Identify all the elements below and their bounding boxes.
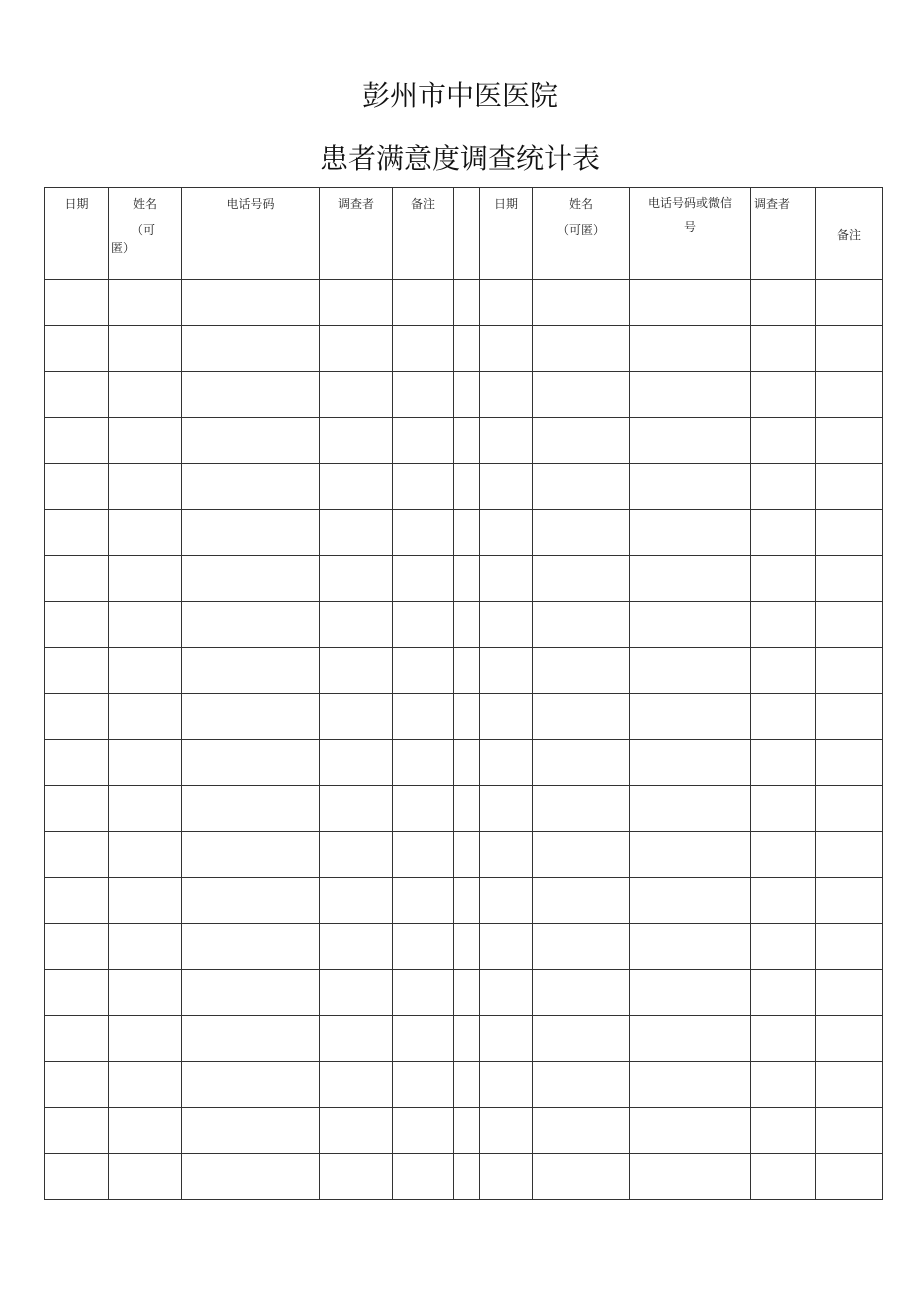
right-surveyor-cell[interactable] bbox=[751, 1108, 816, 1154]
left-phone-cell[interactable] bbox=[182, 970, 320, 1016]
table-gap bbox=[454, 1062, 480, 1108]
right-phone-cell[interactable] bbox=[630, 694, 751, 740]
right-date-cell[interactable] bbox=[480, 326, 533, 372]
right-surveyor-cell[interactable] bbox=[751, 464, 816, 510]
left-surveyor-cell[interactable] bbox=[320, 1016, 393, 1062]
right-name-cell[interactable] bbox=[533, 786, 630, 832]
left-phone-cell[interactable] bbox=[182, 372, 320, 418]
left-name-cell[interactable] bbox=[109, 1016, 182, 1062]
left-surveyor-cell[interactable] bbox=[320, 970, 393, 1016]
table-row bbox=[45, 326, 883, 372]
left-date-cell[interactable] bbox=[45, 924, 109, 970]
left-name-cell[interactable] bbox=[109, 1154, 182, 1200]
right-name-cell[interactable] bbox=[533, 740, 630, 786]
table-gap bbox=[454, 418, 480, 464]
right-name-cell[interactable] bbox=[533, 280, 630, 326]
right-phone-cell[interactable] bbox=[630, 786, 751, 832]
left-date-cell[interactable] bbox=[45, 464, 109, 510]
table-gap bbox=[454, 280, 480, 326]
left-phone-cell[interactable] bbox=[182, 1154, 320, 1200]
left-date-cell[interactable] bbox=[45, 556, 109, 602]
left-date-cell[interactable] bbox=[45, 372, 109, 418]
right-date-cell[interactable] bbox=[480, 1062, 533, 1108]
table-row bbox=[45, 832, 883, 878]
left-name-cell[interactable] bbox=[109, 372, 182, 418]
table-gap bbox=[454, 1108, 480, 1154]
right-name-header bbox=[533, 188, 630, 280]
right-date-cell[interactable] bbox=[480, 1016, 533, 1062]
right-date-cell[interactable] bbox=[480, 832, 533, 878]
right-phone-cell[interactable] bbox=[630, 740, 751, 786]
left-remark-cell[interactable] bbox=[393, 970, 454, 1016]
right-phone-cell[interactable] bbox=[630, 1108, 751, 1154]
right-surveyor-cell[interactable] bbox=[751, 372, 816, 418]
right-name-cell[interactable] bbox=[533, 694, 630, 740]
right-surveyor-cell[interactable] bbox=[751, 878, 816, 924]
right-remark-cell[interactable] bbox=[816, 1016, 883, 1062]
right-surveyor-cell[interactable] bbox=[751, 602, 816, 648]
left-name-cell[interactable] bbox=[109, 694, 182, 740]
right-remark-cell[interactable] bbox=[816, 602, 883, 648]
right-remark-cell[interactable] bbox=[816, 1108, 883, 1154]
right-surveyor-cell[interactable] bbox=[751, 1016, 816, 1062]
right-surveyor-cell[interactable] bbox=[751, 648, 816, 694]
table-row bbox=[45, 372, 883, 418]
right-date-cell[interactable] bbox=[480, 924, 533, 970]
table-gap bbox=[454, 924, 480, 970]
right-phone-cell[interactable] bbox=[630, 372, 751, 418]
form-title: 患者满意度调查统计表 bbox=[319, 142, 600, 175]
left-remark-cell[interactable] bbox=[393, 464, 454, 510]
left-surveyor-cell[interactable] bbox=[320, 878, 393, 924]
right-surveyor-header bbox=[751, 188, 816, 280]
left-remark-cell[interactable] bbox=[393, 1154, 454, 1200]
left-phone-cell[interactable] bbox=[182, 510, 320, 556]
right-surveyor-cell[interactable] bbox=[751, 740, 816, 786]
right-name-cell[interactable] bbox=[533, 1016, 630, 1062]
left-phone-cell[interactable] bbox=[182, 418, 320, 464]
right-name-cell[interactable] bbox=[533, 1108, 630, 1154]
left-date-cell[interactable] bbox=[45, 280, 109, 326]
left-remark-cell[interactable] bbox=[393, 510, 454, 556]
left-surveyor-cell[interactable] bbox=[320, 556, 393, 602]
right-phone-cell[interactable] bbox=[630, 970, 751, 1016]
left-name-cell[interactable] bbox=[109, 418, 182, 464]
left-remark-cell[interactable] bbox=[393, 326, 454, 372]
left-surveyor-cell[interactable] bbox=[320, 924, 393, 970]
table-gap bbox=[454, 970, 480, 1016]
left-date-cell[interactable] bbox=[45, 1016, 109, 1062]
left-date-cell[interactable] bbox=[45, 786, 109, 832]
right-date-label: 日期 bbox=[493, 197, 518, 211]
left-surveyor-cell[interactable] bbox=[320, 372, 393, 418]
table-row bbox=[45, 970, 883, 1016]
right-phone-cell[interactable] bbox=[630, 1154, 751, 1200]
left-surveyor-cell[interactable] bbox=[320, 602, 393, 648]
left-remark-cell[interactable] bbox=[393, 602, 454, 648]
right-name-cell[interactable] bbox=[533, 326, 630, 372]
right-remark-cell[interactable] bbox=[816, 280, 883, 326]
right-remark-cell[interactable] bbox=[816, 510, 883, 556]
left-phone-cell[interactable] bbox=[182, 924, 320, 970]
right-date-cell[interactable] bbox=[480, 786, 533, 832]
right-phone-cell[interactable] bbox=[630, 418, 751, 464]
survey-table bbox=[44, 187, 883, 1200]
left-date-cell[interactable] bbox=[45, 418, 109, 464]
table-row bbox=[45, 740, 883, 786]
left-remark-cell[interactable] bbox=[393, 924, 454, 970]
left-name-cell[interactable] bbox=[109, 1062, 182, 1108]
left-date-cell[interactable] bbox=[45, 832, 109, 878]
right-remark-cell[interactable] bbox=[816, 418, 883, 464]
right-name-cell[interactable] bbox=[533, 602, 630, 648]
right-phone-cell[interactable] bbox=[630, 1062, 751, 1108]
right-phone-cell[interactable] bbox=[630, 924, 751, 970]
right-surveyor-cell[interactable] bbox=[751, 1062, 816, 1108]
left-surveyor-cell[interactable] bbox=[320, 740, 393, 786]
right-surveyor-cell[interactable] bbox=[751, 326, 816, 372]
table-gap bbox=[454, 832, 480, 878]
right-phone-line2: 号 bbox=[683, 220, 696, 234]
table-row bbox=[45, 510, 883, 556]
table-gap bbox=[454, 602, 480, 648]
left-phone-cell[interactable] bbox=[182, 878, 320, 924]
left-remark-cell[interactable] bbox=[393, 740, 454, 786]
right-name-cell[interactable] bbox=[533, 556, 630, 602]
left-phone-cell[interactable] bbox=[182, 832, 320, 878]
table-row bbox=[45, 1062, 883, 1108]
right-phone-cell[interactable] bbox=[630, 878, 751, 924]
right-phone-cell[interactable] bbox=[630, 280, 751, 326]
table-gap bbox=[454, 556, 480, 602]
left-name-cell[interactable] bbox=[109, 648, 182, 694]
right-name-cell[interactable] bbox=[533, 924, 630, 970]
left-name-cell[interactable] bbox=[109, 326, 182, 372]
right-phone-cell[interactable] bbox=[630, 648, 751, 694]
right-remark-cell[interactable] bbox=[816, 924, 883, 970]
right-name-cell[interactable] bbox=[533, 970, 630, 1016]
left-surveyor-cell[interactable] bbox=[320, 464, 393, 510]
left-phone-cell[interactable] bbox=[182, 556, 320, 602]
left-name-cell[interactable] bbox=[109, 740, 182, 786]
table-row bbox=[45, 878, 883, 924]
table-row bbox=[45, 1016, 883, 1062]
right-surveyor-cell[interactable] bbox=[751, 556, 816, 602]
table-row bbox=[45, 464, 883, 510]
right-remark-header bbox=[816, 188, 883, 280]
right-name-label bbox=[533, 188, 629, 243]
table-gap bbox=[454, 1016, 480, 1062]
table-gap bbox=[454, 648, 480, 694]
left-surveyor-cell[interactable] bbox=[320, 418, 393, 464]
left-phone-cell[interactable] bbox=[182, 786, 320, 832]
table-gap bbox=[454, 786, 480, 832]
table-row bbox=[45, 1108, 883, 1154]
left-remark-cell[interactable] bbox=[393, 1062, 454, 1108]
left-remark-cell[interactable] bbox=[393, 372, 454, 418]
right-name-cell[interactable] bbox=[533, 878, 630, 924]
right-phone-cell[interactable] bbox=[630, 326, 751, 372]
right-date-cell[interactable] bbox=[480, 464, 533, 510]
left-date-cell[interactable] bbox=[45, 1062, 109, 1108]
right-surveyor-cell[interactable] bbox=[751, 786, 816, 832]
left-name-cell[interactable] bbox=[109, 464, 182, 510]
left-name-cell[interactable] bbox=[109, 832, 182, 878]
right-phone-cell[interactable] bbox=[630, 1016, 751, 1062]
table-gap bbox=[454, 464, 480, 510]
left-name-cell[interactable] bbox=[109, 970, 182, 1016]
right-phone-cell[interactable] bbox=[630, 556, 751, 602]
left-date-cell[interactable] bbox=[45, 694, 109, 740]
right-remark-cell[interactable] bbox=[816, 556, 883, 602]
table-row bbox=[45, 556, 883, 602]
left-name-cell[interactable] bbox=[109, 280, 182, 326]
right-phone-cell[interactable] bbox=[630, 602, 751, 648]
right-surveyor-cell[interactable] bbox=[751, 924, 816, 970]
right-date-header bbox=[480, 188, 533, 280]
right-name-line1: 姓名 bbox=[568, 197, 593, 211]
hospital-name: 彭州市中医医院 bbox=[361, 79, 558, 112]
right-remark-cell[interactable] bbox=[816, 786, 883, 832]
left-date-header bbox=[45, 188, 109, 280]
right-phone-header bbox=[630, 188, 751, 280]
right-date-cell[interactable] bbox=[480, 1108, 533, 1154]
left-name-cell[interactable] bbox=[109, 556, 182, 602]
right-remark-label: 备注 bbox=[836, 228, 861, 242]
right-phone-cell[interactable] bbox=[630, 510, 751, 556]
left-remark-cell[interactable] bbox=[393, 1108, 454, 1154]
left-date-cell[interactable] bbox=[45, 740, 109, 786]
right-date-cell[interactable] bbox=[480, 1154, 533, 1200]
left-surveyor-label: 调查者 bbox=[337, 197, 374, 211]
left-phone-label: 电话号码 bbox=[226, 197, 275, 211]
left-name-line2: （可 bbox=[131, 223, 156, 237]
left-remark-cell[interactable] bbox=[393, 1016, 454, 1062]
right-surveyor-label: 调查者 bbox=[754, 197, 791, 211]
right-surveyor-cell[interactable] bbox=[751, 694, 816, 740]
left-surveyor-cell[interactable] bbox=[320, 1062, 393, 1108]
left-phone-header bbox=[182, 188, 320, 280]
left-phone-cell[interactable] bbox=[182, 694, 320, 740]
left-name-label bbox=[109, 188, 181, 261]
left-date-cell[interactable] bbox=[45, 970, 109, 1016]
right-date-cell[interactable] bbox=[480, 280, 533, 326]
table-gap bbox=[454, 740, 480, 786]
left-phone-cell[interactable] bbox=[182, 1108, 320, 1154]
right-date-cell[interactable] bbox=[480, 648, 533, 694]
left-surveyor-cell[interactable] bbox=[320, 326, 393, 372]
table-row bbox=[45, 924, 883, 970]
table-gap bbox=[454, 372, 480, 418]
left-remark-cell[interactable] bbox=[393, 832, 454, 878]
right-date-cell[interactable] bbox=[480, 602, 533, 648]
right-phone-cell[interactable] bbox=[630, 832, 751, 878]
table-row bbox=[45, 648, 883, 694]
header-row bbox=[45, 188, 883, 280]
table-gap bbox=[454, 510, 480, 556]
left-phone-cell[interactable] bbox=[182, 1016, 320, 1062]
left-remark-label: 备注 bbox=[410, 197, 435, 211]
left-date-cell[interactable] bbox=[45, 1154, 109, 1200]
right-date-cell[interactable] bbox=[480, 694, 533, 740]
right-remark-cell[interactable] bbox=[816, 1154, 883, 1200]
right-date-cell[interactable] bbox=[480, 740, 533, 786]
left-surveyor-cell[interactable] bbox=[320, 280, 393, 326]
right-date-cell[interactable] bbox=[480, 418, 533, 464]
right-date-cell[interactable] bbox=[480, 372, 533, 418]
left-name-cell[interactable] bbox=[109, 924, 182, 970]
right-remark-cell[interactable] bbox=[816, 648, 883, 694]
right-phone-cell[interactable] bbox=[630, 464, 751, 510]
left-phone-cell[interactable] bbox=[182, 326, 320, 372]
right-remark-cell[interactable] bbox=[816, 1062, 883, 1108]
left-remark-cell[interactable] bbox=[393, 878, 454, 924]
left-surveyor-cell[interactable] bbox=[320, 648, 393, 694]
left-remark-cell[interactable] bbox=[393, 556, 454, 602]
right-name-cell[interactable] bbox=[533, 1062, 630, 1108]
left-remark-cell[interactable] bbox=[393, 418, 454, 464]
right-surveyor-cell[interactable] bbox=[751, 832, 816, 878]
right-remark-cell[interactable] bbox=[816, 372, 883, 418]
table-gap bbox=[454, 326, 480, 372]
right-remark-cell[interactable] bbox=[816, 464, 883, 510]
right-date-cell[interactable] bbox=[480, 878, 533, 924]
right-remark-cell[interactable] bbox=[816, 694, 883, 740]
right-phone-line1: 电话号码或微信 bbox=[647, 196, 732, 210]
table-row bbox=[45, 602, 883, 648]
right-surveyor-cell[interactable] bbox=[751, 280, 816, 326]
left-remark-cell[interactable] bbox=[393, 786, 454, 832]
left-surveyor-header bbox=[320, 188, 393, 280]
left-date-cell[interactable] bbox=[45, 602, 109, 648]
left-remark-header bbox=[393, 188, 454, 280]
table-row bbox=[45, 280, 883, 326]
left-name-line1: 姓名 bbox=[132, 197, 157, 211]
left-name-cell[interactable] bbox=[109, 602, 182, 648]
right-name-cell[interactable] bbox=[533, 1154, 630, 1200]
table-gap bbox=[454, 1154, 480, 1200]
right-surveyor-cell[interactable] bbox=[751, 970, 816, 1016]
table-row bbox=[45, 1154, 883, 1200]
left-phone-cell[interactable] bbox=[182, 602, 320, 648]
right-name-cell[interactable] bbox=[533, 832, 630, 878]
right-remark-cell[interactable] bbox=[816, 878, 883, 924]
left-date-label: 日期 bbox=[64, 197, 89, 211]
left-date-cell[interactable] bbox=[45, 1108, 109, 1154]
left-date-cell[interactable] bbox=[45, 878, 109, 924]
left-surveyor-cell[interactable] bbox=[320, 510, 393, 556]
right-remark-cell[interactable] bbox=[816, 740, 883, 786]
left-surveyor-cell[interactable] bbox=[320, 786, 393, 832]
right-surveyor-cell[interactable] bbox=[751, 1154, 816, 1200]
right-remark-cell[interactable] bbox=[816, 970, 883, 1016]
left-surveyor-cell[interactable] bbox=[320, 832, 393, 878]
table-row bbox=[45, 694, 883, 740]
right-surveyor-cell[interactable] bbox=[751, 418, 816, 464]
left-name-line3: 匿） bbox=[111, 241, 136, 255]
right-name-cell[interactable] bbox=[533, 372, 630, 418]
left-phone-cell[interactable] bbox=[182, 280, 320, 326]
left-surveyor-cell[interactable] bbox=[320, 1108, 393, 1154]
left-date-cell[interactable] bbox=[45, 510, 109, 556]
left-remark-cell[interactable] bbox=[393, 694, 454, 740]
right-name-cell[interactable] bbox=[533, 418, 630, 464]
right-surveyor-cell[interactable] bbox=[751, 510, 816, 556]
left-name-cell[interactable] bbox=[109, 786, 182, 832]
right-name-cell[interactable] bbox=[533, 648, 630, 694]
table-gap bbox=[454, 878, 480, 924]
right-remark-cell[interactable] bbox=[816, 326, 883, 372]
left-phone-cell[interactable] bbox=[182, 464, 320, 510]
table-row bbox=[45, 786, 883, 832]
right-phone-label bbox=[630, 188, 750, 239]
left-name-cell[interactable] bbox=[109, 510, 182, 556]
table-gap bbox=[454, 188, 480, 280]
left-remark-cell[interactable] bbox=[393, 648, 454, 694]
right-name-cell[interactable] bbox=[533, 510, 630, 556]
left-remark-cell[interactable] bbox=[393, 280, 454, 326]
left-phone-cell[interactable] bbox=[182, 648, 320, 694]
table-gap bbox=[454, 694, 480, 740]
right-date-cell[interactable] bbox=[480, 970, 533, 1016]
right-name-line2: （可匿） bbox=[556, 223, 605, 237]
right-name-cell[interactable] bbox=[533, 464, 630, 510]
left-surveyor-cell[interactable] bbox=[320, 1154, 393, 1200]
left-date-cell[interactable] bbox=[45, 648, 109, 694]
left-phone-cell[interactable] bbox=[182, 1062, 320, 1108]
right-date-cell[interactable] bbox=[480, 556, 533, 602]
left-name-cell[interactable] bbox=[109, 1108, 182, 1154]
table-row bbox=[45, 418, 883, 464]
right-remark-cell[interactable] bbox=[816, 832, 883, 878]
right-date-cell[interactable] bbox=[480, 510, 533, 556]
left-name-header bbox=[109, 188, 182, 280]
left-name-cell[interactable] bbox=[109, 878, 182, 924]
left-surveyor-cell[interactable] bbox=[320, 694, 393, 740]
left-date-cell[interactable] bbox=[45, 326, 109, 372]
left-phone-cell[interactable] bbox=[182, 740, 320, 786]
